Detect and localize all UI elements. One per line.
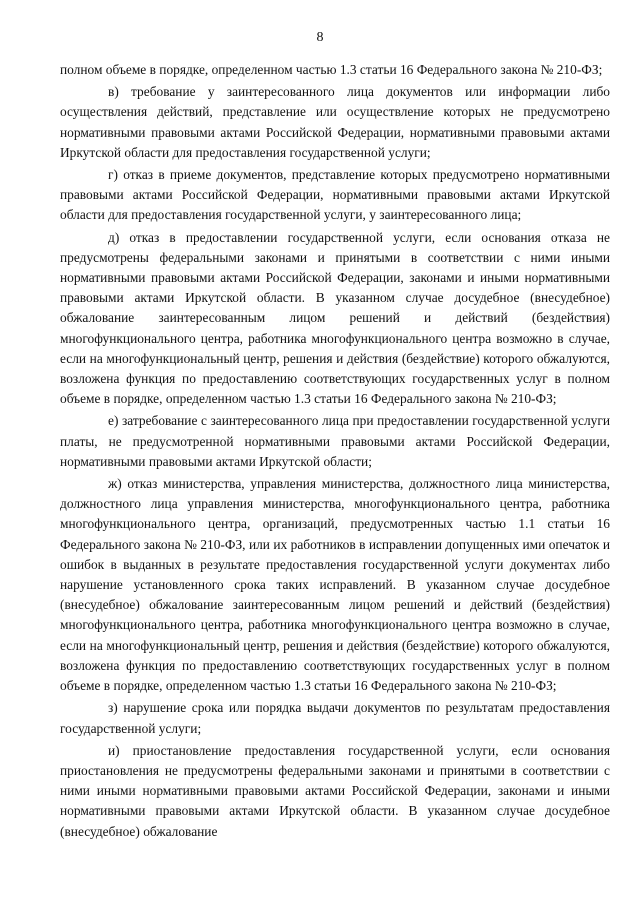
paragraph-item-z: з) нарушение срока или порядка выдачи документов по результатам предоставления государственной услуги;: [60, 700, 610, 736]
paragraph-item-g: г) отказ в приеме документов, представление которых предусмотрено нормативными правовыми актами Российской Федерации, нормативными правовыми актами Иркутской области для предоставления государственной услуги, у заинтересованного лица;: [60, 167, 610, 223]
paragraph-item-e: е) затребование с заинтересованного лица при предоставлении государственной услуги платы, не предусмотренной нормативными правовыми актами Российской Федерации, нормативными правовыми актами Иркутской области;: [60, 413, 610, 469]
paragraph-item-v: в) требование у заинтересованного лица документов или информации либо осуществления действий, представление или осуществление которых не предусмотрено нормативными правовыми актами Российской Федерации, нормативными правовыми актами Иркутской области для предоставления государственной услуги;: [60, 84, 610, 160]
document-body: [60, 60, 610, 844]
paragraph-item-d: д) отказ в предоставлении государственной услуги, если основания отказа не предусмотрены федеральными законами и принятыми в соответствии с ними иными нормативными правовыми актами Российской Федерации, законами и иными нормативными правовыми актами Иркутской области. В указанном случае досудебное (внесудебное) обжалование заинтересованным лицом решений и действий (бездействия) многофункционального центра, работника многофункционального центра возможно в случае, если на многофункциональный центр, решения и действия (бездействие) которого обжалуются, возложена функция по предоставлению соответствующих государственных услуг в полном объеме в порядке, определенном частью 1.3 статьи 16 Федерального закона № 210-ФЗ;: [60, 229, 610, 407]
paragraph-item-zh: ж) отказ министерства, управления министерства, должностного лица министерства, должностного лица управления министерства, многофункционального центра, работника многофункционального центра, организаций, предусмотренных частью 1.1 статьи 16 Федерального закона № 210-ФЗ, или их работников в исправлении допущенных ими опечаток и ошибок в выданных в результате предоставления государственной услуги документах либо нарушение установленного срока таких исправлений. В указанном случае досудебное (внесудебное) обжалование заинтересованным лицом решений и действий (бездействия) многофункционального центра, работника многофункционального центра возможно в случае, если на многофункциональный центр, решения и действия (бездействие) которого обжалуются, возложена функция по предоставлению соответствующих государственных услуг в полном объеме в порядке, определенном частью 1.3 статьи 16 Федерального закона № 210-ФЗ;: [60, 476, 610, 694]
paragraph-item-i: и) приостановление предоставления государственной услуги, если основания приостановления не предусмотрены федеральными законами и принятыми в соответствии с ними иными нормативными правовыми актами Российской Федерации, законами и иными нормативными правовыми актами Иркутской области. В указанном случае досудебное (внесудебное) обжалование: [60, 742, 610, 839]
page-number: 8: [316, 30, 324, 45]
paragraph-continuation: полном объеме в порядке, определенном частью 1.3 статьи 16 Федерального закона № 210-ФЗ;: [60, 62, 603, 77]
